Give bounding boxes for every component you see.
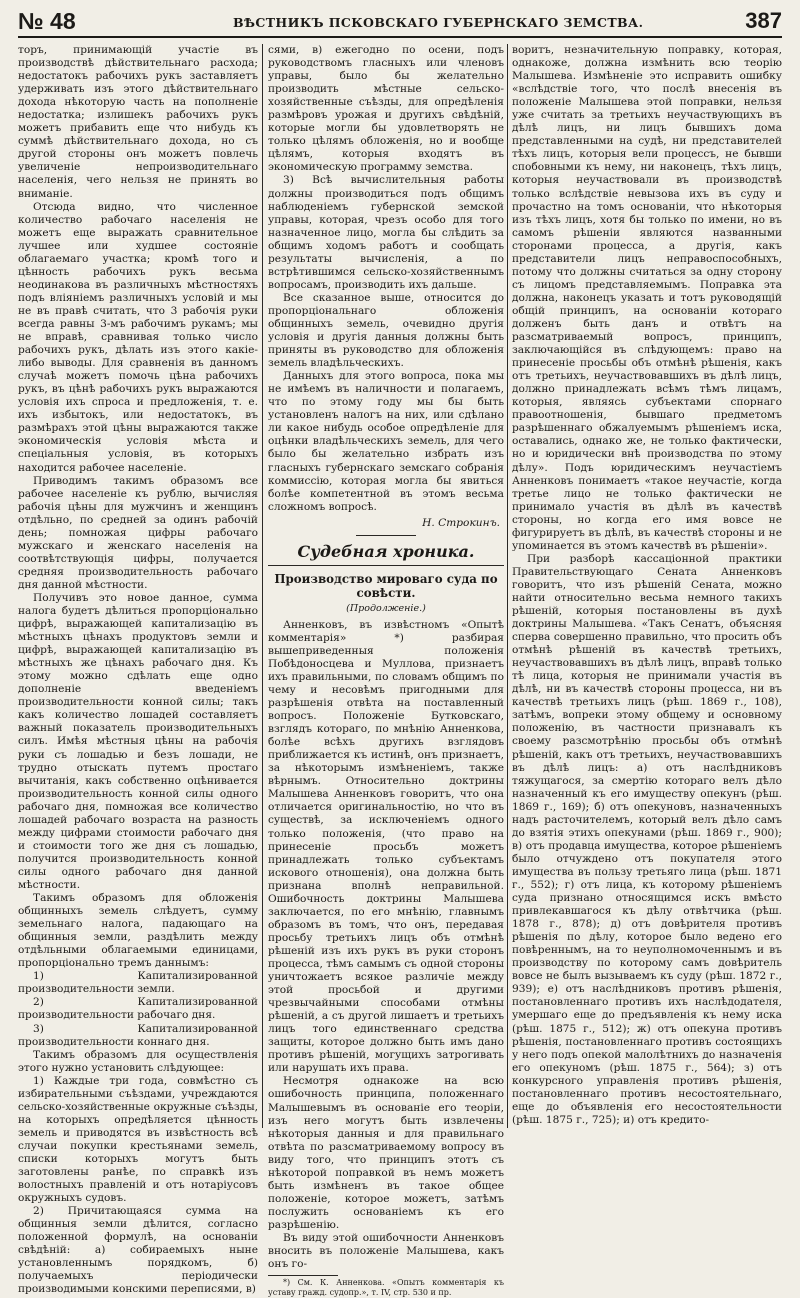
paragraph: При разборѣ кассаціонной практики Правительствующаго Сената Анненковъ говоритъ, что изъ рѣшеній Сената, можно найти относительно весьма немного такихъ рѣшеній, которыя постановлены въ духѣ доктрины Малышева. «Такъ Сенатъ, объясняя сперва совершенно правильно, что просить объ отмѣнѣ рѣшеній въ качествѣ третьихъ, неучаствовавшихъ въ дѣлѣ лицъ, вправѣ только тѣ лица, которыя не принимали участія въ дѣлѣ, ни въ качествѣ стороны процесса, ни въ качествѣ третьихъ лицъ (рѣш. 1869 г., 108), затѣмъ, вопреки этому общему и основному положенію, въ частности признавалъ къ своему разсмотрѣнію просьбы объ отмѣнѣ рѣшеній, какъ отъ третьихъ, неучаствовавшихъ въ дѣлѣ лицъ: а) отъ наслѣдниковъ тяжущагося, за смертію котораго велъ дѣло назначенный къ его имуществу опекунъ (рѣш. 1869 г., 169); б) отъ опекуновъ, назначенныхъ надъ расточителемъ, который велъ дѣло самъ до взятія этихъ опекунами (рѣш. 1869 г., 900); в) отъ продавца имущества, которое рѣшеніемъ было отчуждено отъ покупателя этого имущества въ пользу третьяго лица (рѣш. 1871 г., 552); г) отъ лица, къ которому рѣшеніемъ суда признано относящимся искъ вмѣсто привлекавшагося къ дѣлу отвѣтчика (рѣш. 1878 г., 878); д) отъ довѣрителя противъ рѣшенія по дѣлу, которое было ведено его повѣреннымъ, на то неуполномоченнымъ и въ производству по которому самъ довѣритель вовсе не былъ вызываемъ къ суду (рѣш. 1872 г., 939); е) отъ наслѣдниковъ противъ рѣшенія, постановленнаго противъ ихъ наслѣдодателя, умершаго еще до предъявленія къ нему иска (рѣш. 1875 г., 512); ж) отъ опекуна противъ рѣшенія, постановленнаго противъ состоящихъ у него подъ опекой малолѣтнихъ до назначенія его опекуномъ (рѣш. 1875 г., 564); з) отъ конкурсного управленія противъ рѣшенія, постановленнаго противъ несостоятельнаго, еще до объявленія его несостоятельности (рѣш. 1875 г., 725); и) отъ кредито-	[512, 552, 782, 1126]
paragraph: Такимъ образомъ для осуществленія этого нужно установить слѣдующее:	[18, 1048, 258, 1074]
paragraph: торъ, принимающій участіе въ производствѣ дѣйствительнаго расхода; недостатокъ рабочихъ рукъ заставляетъ удерживать изъ этого дѣйствительнаго дохода нѣкоторую часть на пополненіе недостатка; излишекъ рабочихъ рукъ можетъ прибавить еще что нибудь къ суммѣ дѣйствительнаго дохода, но съ другой стороны онъ можетъ повлечь увеличеніе непроизводительнаго населенія, чего нельзя не принять во вниманіе.	[18, 44, 258, 200]
journal-title: ВѢСТНИКЪ ПСКОВСКАГО ГУБЕРНСКАГО ЗЕМСТВА.	[233, 15, 644, 30]
paragraph: Несмотря однакоже на всю ошибочность принципа, положеннаго Малышевымъ въ основаніе его теоріи, изъ него могутъ быть извлечены нѣкоторыя данныя и для правильнаго отвѣта по разсматриваемому вопросу въ виду того, что принципъ этотъ съ нѣкоторой поправкой въ немъ можетъ быть измѣненъ въ такое общее положеніе, которое можетъ, затѣмъ послужить основаніемъ къ его разрѣшенію.	[268, 1075, 504, 1231]
column-divider-1	[262, 44, 263, 1128]
list-item: 2) Капитализированной производительности рабочаго дня.	[18, 996, 258, 1022]
section-title: Судебная хроника.	[297, 541, 475, 561]
section-divider	[268, 565, 504, 566]
paragraph: Приводимъ такимъ образомъ все рабочее населеніе къ рублю, вычисляя рабочія цѣны для мужчинъ и женщинъ отдѣльно, по средней за одинъ рабочій день; помножая цифры рабочаго мужскаго и женскаго населенія на соотвѣтствующія цифры, получается средняя производительность рабочаго дня данной мѣстности.	[18, 474, 258, 591]
paragraph: сями, в) ежегодно по осени, подъ руководствомъ гласныхъ или членовъ управы, было бы желательно производить мѣстные сельско-хозяйственные съѣзды, для опредѣленія размѣровъ урожая и другихъ свѣдѣній, которые могли бы удовлетворять не только цѣлямъ обложенія, но и вообще цѣлямъ, которыя входятъ въ экономическую программу земства.	[268, 44, 504, 174]
paragraph: Анненковъ, въ извѣстномъ «Опытѣ комментарія» *) разбирая вышеприведенныя положенія Побѣдоносцева и Муллова, признаетъ ихъ правильными, по словамъ общимъ по чему и несовѣмъ пригодными для разрѣшенія отвѣта на поставленный вопросъ. Положеніе Бутковскаго, взглядъ котораго, по мнѣнію Анненкова, болѣе всѣхъ другихъ взглядовъ приближается къ истинѣ, онъ признаетъ, за нѣкоторымъ измѣненіемъ, также вѣрнымъ. Относительно доктрины Малышева Анненковъ говоритъ, что она отличается оригинальностію, но что въ существѣ, за исключеніемъ одного только положенія, (что право на принесеніе просьбъ можетъ принадлежать только субъектамъ искового отношенія), она должна быть признана вполнѣ неправильной. Ошибочность доктрины Малышева заключается, по его мнѣнію, главнымъ образомъ въ томъ, что онъ, передавая просьбу третьихъ лицъ объ отмѣнѣ рѣшеній изъ ихъ рукъ въ руки сторонъ процесса, тѣмъ самымъ съ одной стороны уничтожаетъ всякое различіе между этой просьбой и другими чрезвычайными способами отмѣны рѣшеній, а съ другой лишаетъ и третьихъ лицъ того единственнаго средства защиты, которое должно быть имъ дано противъ рѣшеній, могущихъ затрогивать или нарушать ихъ права.	[268, 618, 504, 1075]
article-subtitle: (Продолженіе.)	[346, 602, 426, 614]
page-header	[18, 6, 782, 38]
paragraph: Получивъ это новое данное, сумма налога будетъ дѣлиться пропорціонально цифрѣ, выражающей капитализацію въ мѣстныхъ цѣнахъ продуктовъ земли и цифрѣ, выражающей капитализацію въ мѣстныхъ же цѣнахъ рабочаго дня. Къ этому можно сдѣлать еще одно дополненіе введеніемъ производительности конной силы; такъ какъ количество лошадей составляетъ важный показатель производительныхъ силъ. Имѣя мѣстныя цѣны на рабочія руки съ лошадью и безъ лошади, не трудно отыскать путемъ простаго вычитанія, какъ собственно оцѣнивается производительность конной силы одного рабочаго дня, помножая все количество лошадей рабочаго возраста на разность между цифрами стоимости рабочаго дня и стоимости того же дня съ лошадью, получится производительность конной силы одного рабочаго дня данной мѣстности.	[18, 591, 258, 891]
paragraph: воритъ, незначительную поправку, которая, однакоже, должна измѣнить всю теорію Малышева. Измѣненіе это исправить ошибку «вслѣдствіе того, что послѣ внесенія въ положеніе Малышева этой поправки, нельзя уже считать за третьихъ неучаствующихъ въ дѣлѣ лицъ, ни лицъ бывшихъ дома представленными на судѣ, ни представителей тѣхъ лицъ, которыя вели процессъ, не бывши спобовными къ нему, ни наконецъ, тѣхъ лицъ, которыя неучаствовали въ производствѣ только вслѣдствіе невызова ихъ въ суду и прочастно на томъ основаніи, что нѣкоторыя изъ тѣхъ лицъ, хотя бы только по имени, но въ самомъ рѣшеніи являются названными сторонами процесса, а другія, какъ представители лицъ неправоспособныхъ, потому что должны считаться за одну сторону съ лицомъ представляемымъ. Поправка эта должна, наконецъ указать и тотъ руководящій общій принципъ, на основаніи котораго долженъ быть данъ и отвѣтъ на разсматриваемый вопросъ, принципъ, заключающійся въ слѣдующемъ: право на принесеніе просьбы объ отмѣнѣ рѣшенія, какъ отъ третьихъ, неучаствовавшихъ въ дѣлѣ лицъ, должно принадлежать всѣмъ тѣмъ лицамъ, которыя, являясь субъектами спорнаго правоотношенія, бывшаго предметомъ разрѣшеннаго обжалуемымъ рѣшеніемъ иска, оставались, однако же, не только фактически, но и юридически внѣ производства по этому дѣлу». Подъ юридическимъ неучастіемъ Анненковъ понимаетъ «такое неучастіе, когда третье лицо не только фактически не принимало участія въ дѣлѣ въ качествѣ стороны, но когда его имя вовсе не фигурируетъ въ дѣлѣ, въ качествѣ стороны и не упоминается въ этомъ качествѣ въ рѣшеніи».	[512, 44, 782, 552]
column-3	[512, 44, 782, 1130]
list-item: 1) Каждые три года, совмѣстно съ избирательными съѣздами, учреждаются сельско-хозяйственные окружные съѣзды, на которыхъ опредѣляется цѣнность земель и приводятся въ извѣстность всѣ случаи покупки крестьянами земель, списки которыхъ могутъ быть заготовлены ранѣе, по справкѣ изъ волостныхъ правленій и отъ нотаріусовъ окружныхъ судовъ.	[18, 1074, 258, 1205]
footnote: *) См. К. Анненкова. «Опытъ комментарія къ уставу гражд. судопр.», т. IV, стр. 530 и пр.	[268, 1278, 504, 1298]
paragraph: 3) Всѣ вычислительныя работы должны производиться подъ общимъ наблюденіемъ губернской земской управы, которая, чрезъ особо для того назначенное лицо, могла бы слѣдить за общимъ ходомъ работъ и сообщать результаты вычисленія, а по встрѣтившимся сельско-хозяйственнымъ вопросамъ, производить ихъ дальше.	[268, 174, 504, 291]
issue-number: № 48	[18, 8, 76, 34]
column-2	[268, 44, 504, 1298]
list-item: 2) Причитающаяся сумма на общинныя земли дѣлится, согласно положенной формулѣ, на основаніи свѣдѣній: а) собираемыхъ ныне установленнымъ порядкомъ, б) получаемыхъ періодически производимыми конскими переписями, в)	[18, 1205, 258, 1296]
footnote-divider	[268, 1275, 338, 1276]
column-1	[18, 44, 258, 1296]
short-divider	[356, 535, 416, 536]
paragraph: Все сказанное выше, относится до пропорціональнаго обложенія общинныхъ земель, очевидно другія условія и другія данныя должны быть приняты въ руководство для обложенія земель владѣльческихъ.	[268, 291, 504, 370]
page-number: 387	[745, 8, 782, 33]
paragraph: Отсюда видно, что численное количество рабочаго населенія не можетъ еще выражать сравнительное лучшее или худшее состояніе облагаемаго участка; кромѣ того и цѣнность рабочихъ рукъ весьма неодинакова въ различныхъ мѣстностяхъ подъ вліяніемъ различныхъ условій и мы не въ правѣ считать, что 3 рабочія руки всегда равны 3-мъ рабочимъ рукамъ; мы не вправѣ, сравнивая только число рабочихъ рукъ, дѣлать изъ этого какіе-либо выводы. Для сравненія въ данномъ случаѣ можетъ помочь цѣна рабочихъ рукъ, въ цѣнѣ рабочихъ рукъ выражаются условія ихъ спроса и предложенія, т. е. ихъ избытокъ, или недостатокъ, въ размѣрахъ этой цѣны выражаются также экономическія условія мѣста и спеціальныя условія, въ которыхъ находится рабочее населеніе.	[18, 200, 258, 474]
paragraph: Такимъ образомъ для обложенія общинныхъ земель слѣдуетъ, сумму земельнаго налога, падающаго на общинныя земли, раздѣлить между отдѣльными облагаемыми единицами, пропорціонально тремъ даннымъ:	[18, 892, 258, 970]
column-divider-2	[507, 44, 508, 1128]
paragraph: Въ виду этой ошибочности Анненковъ вносить въ положеніе Малышева, какъ онъ го-	[268, 1231, 504, 1271]
paragraph: Данныхъ для этого вопроса, пока мы не имѣемъ въ наличности и полагаемъ, что по этому году мы бы быть установленъ налогъ на них, или сдѣлано ли какое нибудь особое опредѣленіе для оцѣнки владѣльческихъ земель, для чего было бы желательно избрать изъ гласныхъ губернскаго земскаго собранія коммиссію, которая могла бы явиться болѣе компетентной въ этомъ весьма сложномъ вопросѣ.	[268, 370, 504, 513]
author-signature: Н. Строкинъ.	[422, 516, 500, 529]
list-item: 3) Капитализированной производительности коннаго дня.	[18, 1022, 258, 1048]
list-item: 1) Капитализированной производительности земли.	[18, 970, 258, 996]
article-title: Производство мироваго суда по совѣсти.	[274, 571, 498, 600]
